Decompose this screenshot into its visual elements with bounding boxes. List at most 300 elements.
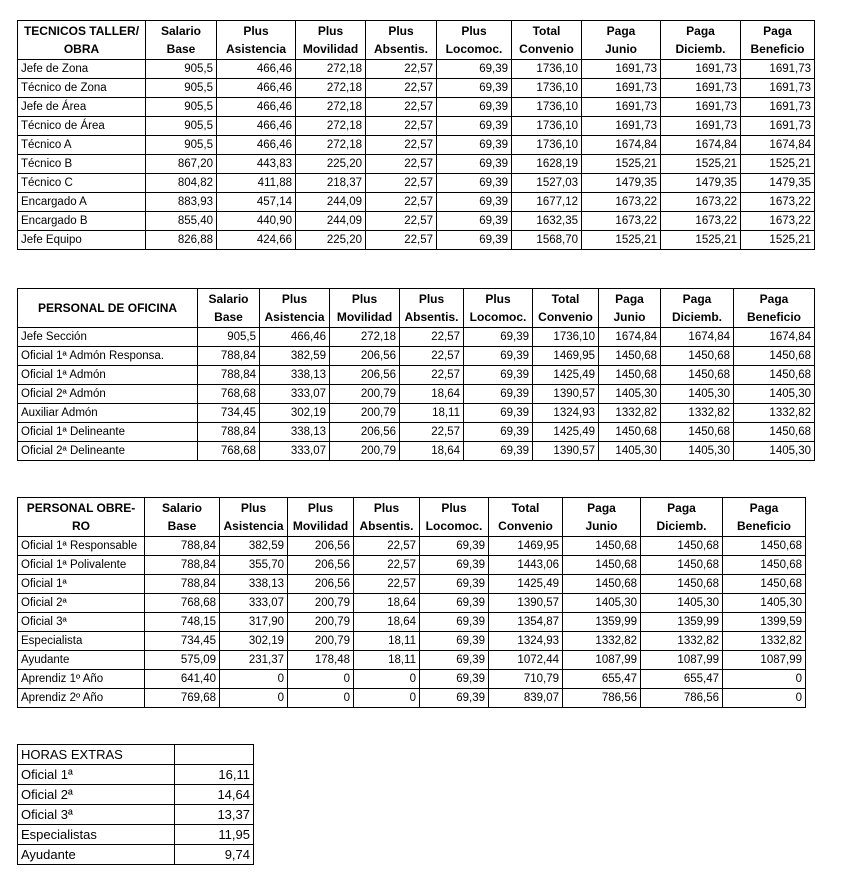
column-header [437,21,512,60]
cell-value: 1691,73 [741,60,815,79]
cell-value: 355,70 [220,556,288,575]
column-header-line: Plus [485,292,511,306]
cell-value: 272,18 [296,136,366,155]
row-label: Oficial 2ª Admón [18,385,198,404]
column-header-line: Locomoc. [469,310,527,324]
column-header [366,21,437,60]
cell-value: 1359,99 [641,613,723,632]
cell-value: 1673,22 [741,212,815,231]
row-label: Oficial 2ª [18,594,145,613]
column-header [582,21,661,60]
cell-value: 1087,99 [563,651,641,670]
cell-value: 1450,68 [641,556,723,575]
cell-value: 1673,22 [582,212,661,231]
row-label: Oficial 2ª Delineante [18,442,198,461]
column-header-line: Total [532,24,561,38]
table-row [18,689,806,708]
cell-value: 11,95 [175,825,254,845]
cell-value: 333,07 [260,442,330,461]
cell-value: 272,18 [330,328,400,347]
cell-value: 1677,12 [512,193,582,212]
cell-value: 244,09 [296,212,366,231]
column-header-line: Paga [606,24,636,38]
column-header-line: Base [166,42,196,56]
cell-value: 1390,57 [533,442,599,461]
cell-value: 1479,35 [582,174,661,193]
cell-value: 411,88 [217,174,296,193]
table-row [18,98,815,117]
table-title-line: TECNICOS TALLER/ [23,24,140,38]
cell-value: 1359,99 [563,613,641,632]
cell-value: 272,18 [296,98,366,117]
cell-value: 1450,68 [734,347,815,366]
cell-value: 1479,35 [741,174,815,193]
cell-value: 69,39 [437,174,512,193]
cell-value: 69,39 [420,556,489,575]
row-label: Técnico C [18,174,146,193]
cell-value: 1691,73 [661,79,741,98]
table-row [18,765,254,785]
row-label: Jefe Sección [18,328,198,347]
cell-value: 1072,44 [489,651,563,670]
cell-value: 769,68 [145,689,220,708]
empty-cell [175,745,254,765]
cell-value: 1691,73 [741,117,815,136]
cell-value: 9,74 [175,845,254,865]
cell-value: 1736,10 [512,98,582,117]
cell-value: 69,39 [437,136,512,155]
row-label: Encargado A [18,193,146,212]
cell-value: 382,59 [260,347,330,366]
cell-value: 1525,21 [661,155,741,174]
cell-value: 1425,49 [489,575,563,594]
cell-value: 200,79 [330,404,400,423]
cell-value: 206,56 [288,537,354,556]
column-header [146,21,217,60]
cell-value: 0 [220,670,288,689]
row-label: Oficial 1ª Delineante [18,423,198,442]
row-label: Oficial 2ª [18,785,175,805]
cell-value: 22,57 [400,423,464,442]
table-horas-extras [17,744,254,865]
table-row [18,670,806,689]
cell-value: 1674,84 [661,136,741,155]
cell-value: 206,56 [288,575,354,594]
cell-value: 13,37 [175,805,254,825]
cell-value: 641,40 [145,670,220,689]
cell-value: 69,39 [420,651,489,670]
cell-value: 69,39 [420,670,489,689]
header-row [18,498,806,537]
row-label: Ayudante [18,651,145,670]
row-label: Oficial 3ª [18,613,145,632]
column-header-line: Paga [667,501,696,515]
cell-value: 1691,73 [582,60,661,79]
cell-value: 69,39 [464,442,533,461]
column-header-line: Diciemb. [675,42,726,56]
table-row [18,556,806,575]
table-personal-obrero [17,497,806,708]
cell-value: 466,46 [217,79,296,98]
cell-value: 1479,35 [661,174,741,193]
cell-value: 1674,84 [661,328,734,347]
column-header-line: Plus [351,292,378,306]
column-header [354,498,420,537]
cell-value: 333,07 [260,385,330,404]
cell-value: 22,57 [366,79,437,98]
column-header-line: Junio [605,42,637,56]
column-header-line: Plus [240,501,267,515]
cell-value: 1691,73 [582,79,661,98]
column-header-line: Asistencia [264,310,325,324]
cell-value: 466,46 [260,328,330,347]
cell-value: 786,56 [641,689,723,708]
table-row [18,193,815,212]
column-header [420,498,489,537]
table-title [18,21,146,60]
column-header [563,498,641,537]
cell-value: 710,79 [489,670,563,689]
column-header-line: Absentis. [404,310,459,324]
cell-value: 1324,93 [489,632,563,651]
cell-value: 1087,99 [641,651,723,670]
row-label: Especialistas [18,825,175,845]
cell-value: 22,57 [366,212,437,231]
table-row [18,785,254,805]
cell-value: 22,57 [366,231,437,250]
cell-value: 338,13 [260,366,330,385]
cell-value: 22,57 [400,328,464,347]
cell-value: 655,47 [641,670,723,689]
column-header-line: Paga [749,501,779,515]
cell-value: 1527,03 [512,174,582,193]
cell-value: 1405,30 [599,385,661,404]
cell-value: 1405,30 [734,442,815,461]
cell-value: 22,57 [366,136,437,155]
cell-value: 302,19 [260,404,330,423]
cell-value: 206,56 [330,366,400,385]
column-header-line: Plus [373,501,400,515]
cell-value: 69,39 [464,423,533,442]
row-label: Aprendiz 2º Año [18,689,145,708]
cell-value: 1673,22 [661,193,741,212]
cell-value: 905,5 [146,79,217,98]
cell-value: 69,39 [437,155,512,174]
column-header-line: Diciemb. [671,310,722,324]
cell-value: 1443,06 [489,556,563,575]
cell-value: 655,47 [563,670,641,689]
cell-value: 1450,68 [599,347,661,366]
table-row [18,212,815,231]
cell-value: 22,57 [366,60,437,79]
cell-value: 18,11 [400,404,464,423]
cell-value: 1332,82 [723,632,806,651]
table-row [18,575,806,594]
cell-value: 788,84 [145,575,220,594]
table-title-line: PERSONAL OBRE- [26,501,136,515]
column-header-line: Junio [585,519,618,533]
cell-value: 1399,59 [723,613,806,632]
cell-value: 69,39 [420,594,489,613]
row-label: Oficial 1ª Admón [18,366,198,385]
cell-value: 302,19 [220,632,288,651]
cell-value: 788,84 [198,347,260,366]
row-label: Jefe de Zona [18,60,146,79]
cell-value: 1450,68 [723,575,806,594]
cell-value: 466,46 [217,98,296,117]
column-header [741,21,815,60]
cell-value: 768,68 [145,594,220,613]
cell-value: 1674,84 [599,328,661,347]
cell-value: 1332,82 [641,632,723,651]
table-row [18,366,815,385]
cell-value: 1736,10 [512,117,582,136]
column-header [723,498,806,537]
cell-value: 1691,73 [741,98,815,117]
cell-value: 466,46 [217,136,296,155]
row-label: Auxiliar Admón [18,404,198,423]
cell-value: 1674,84 [582,136,661,155]
cell-value: 457,14 [217,193,296,212]
column-header-line: Salario [208,292,249,306]
column-header-line: Paga [682,292,712,306]
table-row [18,231,815,250]
cell-value: 22,57 [366,117,437,136]
cell-value: 338,13 [260,423,330,442]
row-label: Encargado B [18,212,146,231]
cell-value: 768,68 [198,385,260,404]
cell-value: 1628,19 [512,155,582,174]
cell-value: 1087,99 [723,651,806,670]
cell-value: 338,13 [220,575,288,594]
column-header-line: Salario [160,24,202,38]
cell-value: 69,39 [420,613,489,632]
row-label: Jefe Equipo [18,231,146,250]
column-header-line: Paga [763,24,792,38]
column-header-line: Absentis. [359,519,414,533]
table-row [18,632,806,651]
cell-value: 14,64 [175,785,254,805]
cell-value: 440,90 [217,212,296,231]
cell-value: 18,11 [354,632,420,651]
cell-value: 22,57 [354,575,420,594]
cell-value: 1405,30 [599,442,661,461]
table-row [18,805,254,825]
column-header-line: Plus [418,292,445,306]
table-row [18,174,815,193]
cell-value: 22,57 [400,366,464,385]
column-header-line: Movilidad [302,42,359,56]
cell-value: 1425,49 [533,423,599,442]
column-header-line: Plus [461,24,487,38]
cell-value: 272,18 [296,79,366,98]
cell-value: 1405,30 [641,594,723,613]
cell-value: 1354,87 [489,613,563,632]
cell-value: 839,07 [489,689,563,708]
column-header-line: Plus [388,24,414,38]
cell-value: 317,90 [220,613,288,632]
cell-value: 1450,68 [641,537,723,556]
cell-value: 788,84 [198,366,260,385]
column-header [464,289,533,328]
cell-value: 22,57 [366,174,437,193]
row-label: Especialista [18,632,145,651]
cell-value: 1332,82 [563,632,641,651]
cell-value: 200,79 [330,442,400,461]
column-header-line: Convenio [498,519,553,533]
cell-value: 826,88 [146,231,217,250]
cell-value: 1525,21 [741,231,815,250]
cell-value: 905,5 [146,98,217,117]
cell-value: 1450,68 [734,366,815,385]
cell-value: 804,82 [146,174,217,193]
column-header-line: Convenio [519,42,574,56]
cell-value: 466,46 [217,60,296,79]
column-header-line: Diciemb. [656,519,707,533]
column-header [512,21,582,60]
cell-value: 22,57 [366,193,437,212]
cell-value: 1332,82 [734,404,815,423]
row-label: Jefe de Área [18,98,146,117]
cell-value: 788,84 [198,423,260,442]
cell-value: 905,5 [146,117,217,136]
cell-value: 1525,21 [582,231,661,250]
cell-value: 22,57 [400,347,464,366]
cell-value: 69,39 [420,575,489,594]
column-header-line: Beneficio [746,310,801,324]
cell-value: 69,39 [464,366,533,385]
cell-value: 1568,70 [512,231,582,250]
table-tecnicos-taller-obra [17,20,815,250]
cell-value: 466,46 [217,117,296,136]
cell-value: 1525,21 [582,155,661,174]
cell-value: 69,39 [420,689,489,708]
cell-value: 22,57 [354,537,420,556]
row-label: Oficial 1ª Responsable [18,537,145,556]
table-row [18,60,815,79]
table-row [18,613,806,632]
header-row [18,289,815,328]
cell-value: 1425,49 [533,366,599,385]
column-header [533,289,599,328]
column-header [330,289,400,328]
cell-value: 1673,22 [661,212,741,231]
cell-value: 0 [220,689,288,708]
cell-value: 69,39 [437,212,512,231]
table-row [18,537,806,556]
cell-value: 272,18 [296,117,366,136]
cell-value: 575,09 [145,651,220,670]
cell-value: 1450,68 [723,537,806,556]
column-header-line: Locomoc. [445,42,503,56]
cell-value: 1450,68 [563,537,641,556]
cell-value: 206,56 [330,347,400,366]
cell-value: 272,18 [296,60,366,79]
cell-value: 69,39 [420,632,489,651]
table-row [18,79,815,98]
cell-value: 883,93 [146,193,217,212]
cell-value: 1405,30 [723,594,806,613]
cell-value: 1736,10 [512,60,582,79]
table-title-line: RO [72,519,90,533]
column-header-line: Plus [317,24,344,38]
cell-value: 1691,73 [582,117,661,136]
column-header [400,289,464,328]
cell-value: 16,11 [175,765,254,785]
column-header [734,289,815,328]
cell-value: 1736,10 [512,79,582,98]
cell-value: 768,68 [198,442,260,461]
column-header-line: Beneficio [736,519,791,533]
table-row [18,155,815,174]
cell-value: 200,79 [330,385,400,404]
cell-value: 244,09 [296,193,366,212]
cell-value: 1691,73 [661,60,741,79]
column-header-line: Asistencia [223,519,284,533]
cell-value: 1450,68 [723,556,806,575]
table-title [18,289,198,328]
cell-value: 18,11 [354,651,420,670]
column-header [145,498,220,537]
cell-value: 1673,22 [582,193,661,212]
cell-value: 382,59 [220,537,288,556]
column-header-line: Salario [161,501,203,515]
cell-value: 178,48 [288,651,354,670]
cell-value: 788,84 [145,537,220,556]
column-header-line: Plus [441,501,467,515]
column-header-line: Plus [281,292,308,306]
cell-value: 1332,82 [599,404,661,423]
cell-value: 18,64 [400,442,464,461]
row-label: Técnico B [18,155,146,174]
column-header [198,289,260,328]
column-header [288,498,354,537]
cell-value: 18,64 [400,385,464,404]
row-label: Oficial 1ª Polivalente [18,556,145,575]
column-header-line: Plus [307,501,334,515]
table-row [18,651,806,670]
table-row [18,117,815,136]
cell-value: 1674,84 [741,136,815,155]
cell-value: 1469,95 [489,537,563,556]
table-row [18,825,254,845]
cell-value: 1405,30 [563,594,641,613]
cell-value: 1525,21 [661,231,741,250]
cell-value: 748,15 [145,613,220,632]
cell-value: 1405,30 [661,385,734,404]
cell-value: 225,20 [296,155,366,174]
cell-value: 69,39 [464,385,533,404]
cell-value: 69,39 [437,117,512,136]
cell-value: 1674,84 [734,328,815,347]
cell-value: 1691,73 [661,117,741,136]
table-row [18,845,254,865]
table-row [18,594,806,613]
column-header [641,498,723,537]
cell-value: 1450,68 [563,575,641,594]
cell-value: 22,57 [366,98,437,117]
cell-value: 200,79 [288,613,354,632]
cell-value: 0 [723,689,806,708]
column-header [489,498,563,537]
table-row [18,442,815,461]
row-label: Técnico de Zona [18,79,146,98]
cell-value: 22,57 [366,155,437,174]
column-header-line: Absentis. [373,42,428,56]
column-header [661,289,734,328]
table-title [18,498,145,537]
row-label: Ayudante [18,845,175,865]
